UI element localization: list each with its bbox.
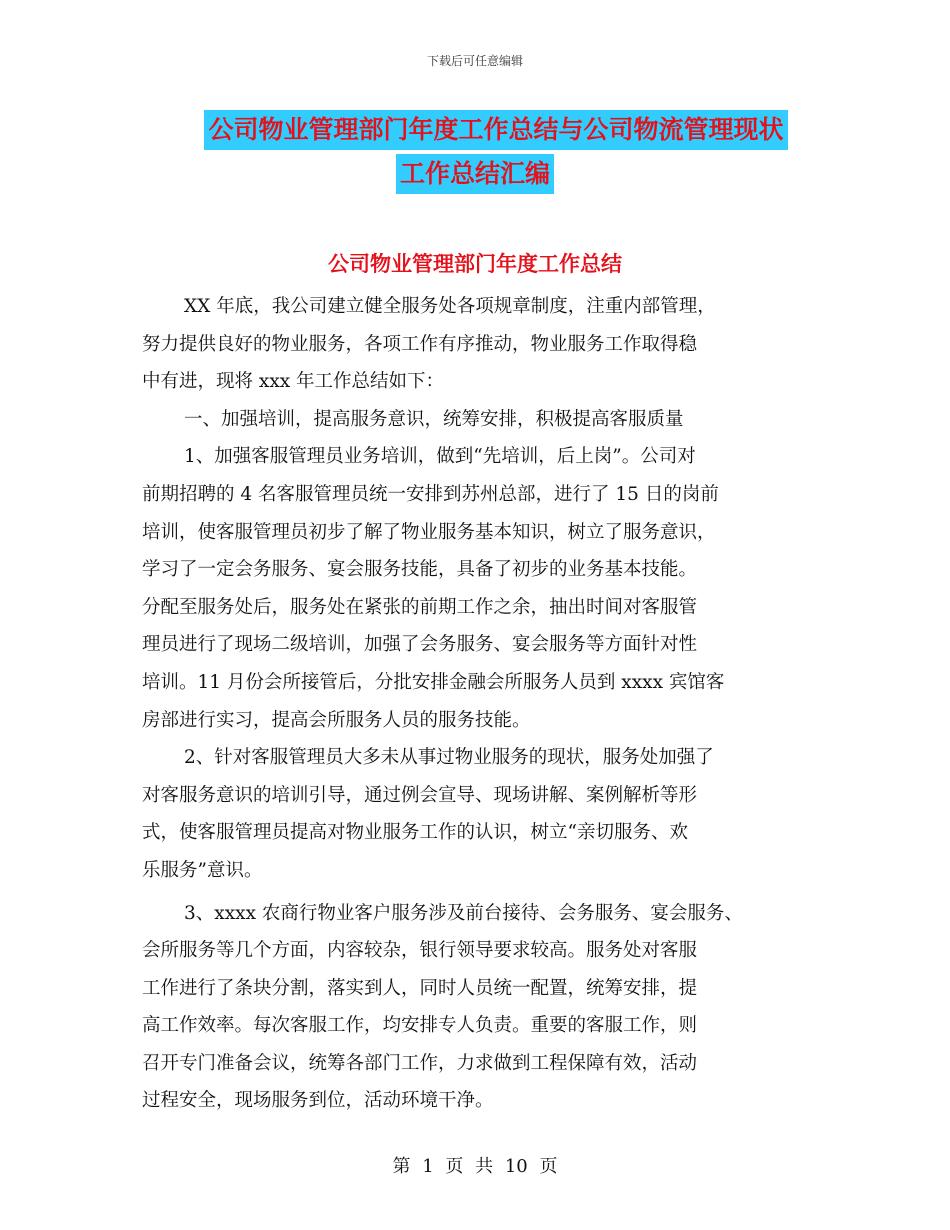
paragraph-line: 对客服务意识的培训引导，通过例会宣导、现场讲解、案例解析等形	[142, 784, 698, 806]
paragraph-line: 召开专门准备会议，统筹各部门工作，力求做到工程保障有效，活动	[142, 1052, 698, 1074]
paragraph-line: 2、针对客服管理员大多未从事过物业服务的现状，服务处加强了	[184, 747, 714, 769]
paragraph-line: 学习了一定会务服务、宴会服务技能，具备了初步的业务基本技能。	[142, 559, 698, 581]
paragraph-line: 过程安全，现场服务到位，活动环境干净。	[142, 1090, 494, 1112]
paragraph-line: 高工作效率。每次客服工作，均安排专人负责。重要的客服工作，则	[142, 1015, 698, 1037]
paragraph-line: 式，使客服管理员提高对物业服务工作的认识，树立“亲切服务、欢	[142, 822, 688, 844]
paragraph-line: 培训，使客服管理员初步了解了物业服务基本知识，树立了服务意识，	[142, 521, 716, 543]
page-footer: 第 1 页 共 10 页	[392, 1156, 558, 1177]
paragraph-line: 培训。11 月份会所接管后，分批安排金融会所服务人员到 xxxx 宾馆客	[142, 671, 725, 693]
paragraph-line: 中有进，现将 xxx 年工作总结如下：	[142, 371, 445, 393]
paragraph-line: 1、加强客服管理员业务培训，做到“先培训，后上岗”。公司对	[184, 446, 696, 468]
paragraph-line: 3、xxxx 农商行物业客户服务涉及前台接待、会务服务、宴会服务、	[184, 902, 743, 924]
document-title	[0, 110, 950, 198]
paragraph-line: 理员进行了现场二级培训，加强了会务服务、宴会服务等方面针对性	[142, 634, 698, 656]
section-heading: 公司物业管理部门年度工作总结	[328, 252, 622, 276]
paragraph-line: 乐服务”意识。	[142, 859, 263, 881]
paragraph-line: 一、加强培训，提高服务意识，统筹安排，积极提高客服质量	[184, 408, 684, 430]
paragraph-line: 努力提供良好的物业服务，各项工作有序推动，物业服务工作取得稳	[142, 333, 698, 355]
paragraph-line: 分配至服务处后，服务处在紧张的前期工作之余，抽出时间对客服管	[142, 596, 698, 618]
title-line-2: 工作总结汇编	[396, 154, 554, 194]
paragraph-line: 会所服务等几个方面，内容较杂，银行领导要求较高。服务处对客服	[142, 940, 698, 962]
body-text	[142, 288, 832, 1120]
paragraph-line: XX 年底，我公司建立健全服务处各项规章制度，注重内部管理，	[184, 296, 716, 317]
paragraph-line: 前期招聘的 4 名客服管理员统一安排到苏州总部，进行了 15 日的岗前	[142, 483, 719, 505]
paragraph-line: 房部进行实习，提高会所服务人员的服务技能。	[142, 709, 531, 731]
title-line-1: 公司物业管理部门年度工作总结与公司物流管理现状	[204, 110, 787, 150]
paragraph-line: 工作进行了条块分割，落实到人，同时人员统一配置，统筹安排，提	[142, 977, 698, 999]
header-note: 下载后可任意编辑	[426, 54, 523, 68]
